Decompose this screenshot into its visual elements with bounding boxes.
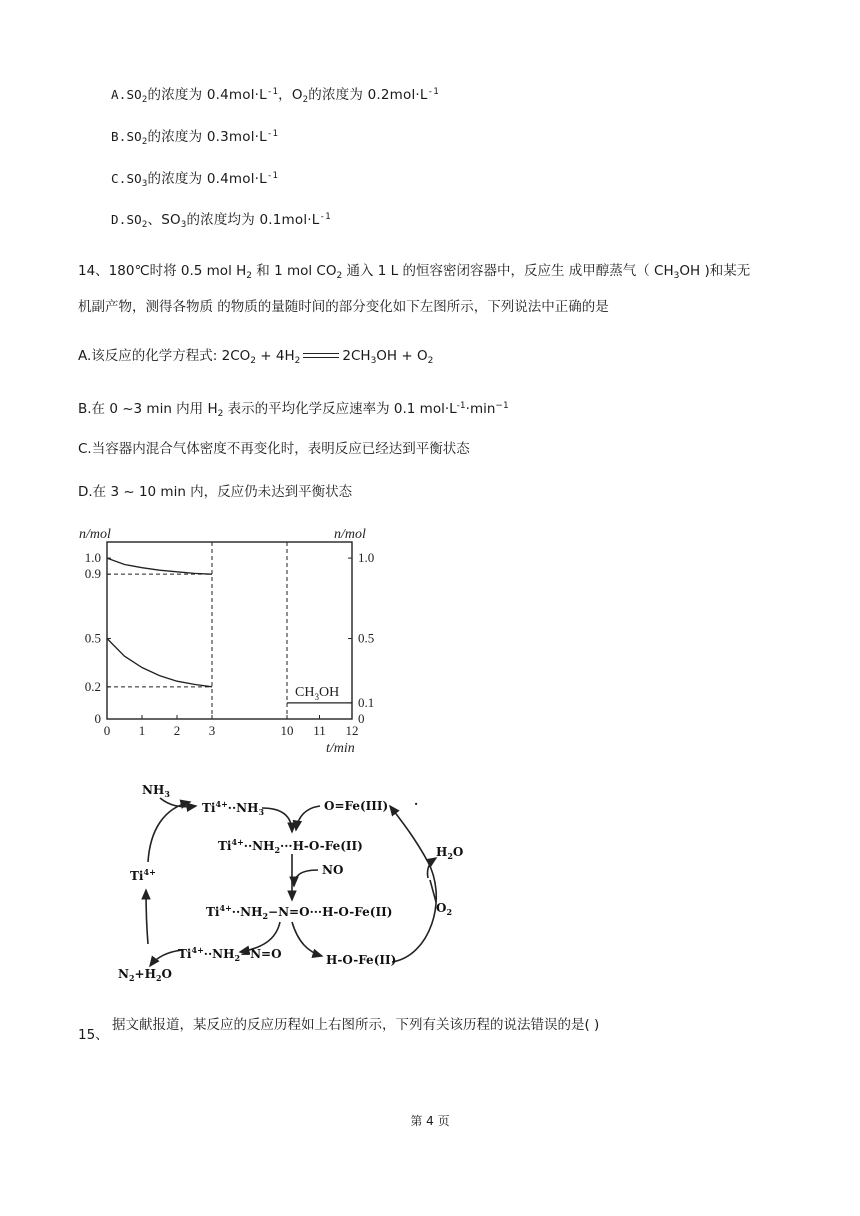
y-left-tick-label-4: 1.0 [84,550,101,566]
q13-option-a: $A.SO_2$的浓度为 $0.4mol\cdot L^{-1}$，$O_2$的浓度为 $0.2mol\cdot L^{-1}$ [111,87,439,105]
q14-stem-line2: 机副产物，测得各物质 的物质的量随时间的部分变化如下左图所示，下列说法中正确的是 [78,299,609,315]
ofe3-label: O=Fe(III) [324,799,389,813]
q14-option-a: A.该反应的化学方程式: $2CO_2 + 4H_2$ $2CH_3OH + O_2$ [78,348,434,366]
x-tick-label-2: 2 [173,723,181,738]
q15-stem: 据文献报道，某反应的反应历程如上右图所示，下列有关该历程的说法错误的是( ) [112,1017,600,1033]
no-label: NO [322,863,344,877]
arrow-h2o-out [427,858,436,878]
x-axis-label: t/min [326,741,355,756]
q15-number: 15、 [78,1027,109,1043]
nh3-label: $NH_3$ [142,783,170,799]
q13-option-b: $B.SO_2$的浓度为 $0.3mol\cdot L^{-1}$ [111,129,279,147]
arrow-top-right [262,808,292,832]
ch3oh-label: $CH_3OH$ [295,685,340,702]
q14-option-c: C.当容器内混合气体密度不再变化时，表明反应已经达到平衡状态 [78,441,470,457]
q14-option-b: B.在 0 ~3 min 内用 $H_2$ 表示的平均化学反应速率为 0.1 $mol\cdot L^{-1}\cdot\min^{-1}$ [78,401,509,419]
y-axis-label-left: n/mol [79,527,111,542]
y-right-tick-label-2: 0.5 [358,630,375,646]
ti-nh2-no-hofe-label: $Ti^{4+}\cdot\cdot NH_2-N=O\cdot\cdot\cdot H-O-Fe(II)$ [206,903,393,921]
n2h2o-label: $N_2+H_2O$ [118,967,172,983]
dot-mark: · [414,797,419,811]
y-axis-label-right: n/mol [334,527,366,542]
page-number: 第 4 页 [410,1114,450,1128]
ti-nh2-hofe-label: $Ti^{4+}\cdot\cdot NH_2\cdot\cdot\cdot H-O-Fe(II)$ [218,837,363,855]
arrow-no-in [294,870,318,886]
x-tick-label-4: 10 [280,723,294,738]
q14-option-d: D.在 3 ~ 10 min 内，反应仍未达到平衡状态 [78,484,353,500]
y-left-tick-label-1: 0.2 [84,678,101,694]
h2o-label: $H_2O$ [436,845,464,861]
hofe2-label: H-O-Fe(II) [326,953,397,967]
arrow-ti4-to-top [148,802,190,862]
y-right-tick-label-3: 1.0 [358,550,375,566]
arrow-to-hofe2 [292,922,322,956]
o2-label: $O_2$ [436,901,453,917]
y-right-tick-label-1: 0.1 [358,694,375,710]
x-tick-label-1: 1 [138,723,146,738]
x-tick-label-6: 12 [345,723,359,738]
x-tick-label-5: 11 [313,723,326,738]
arrow-right-loop [390,806,436,962]
q14-stem-line1: 14、180℃时将 0.5 mol $H_2$ 和 1 mol $CO_2$ 通入 1 L 的恒容密闭容器中，反应生 成甲醇蒸气（ $CH_3OH$ )和某无 [78,263,751,281]
arrow-ofe3-down [296,806,320,830]
ti4-label: $Ti^{4+}$ [130,867,156,883]
ti-nh2-no-label: $Ti^{4+}\cdot\cdot NH_2-N=O$ [178,945,282,963]
x-tick-label-3: 3 [208,723,216,738]
q13-option-d: $D.SO_2$、$SO_3$的浓度均为 $0.1mol\cdot L^{-1}$ [111,212,331,230]
x-tick-label-0: 0 [103,723,111,738]
y-left-tick-label-0: 0 [94,711,101,726]
ti-nh3-label: $Ti^{4+}\cdot\cdot NH_3$ [202,799,265,817]
q13-option-c: $C.SO_3$的浓度为 $0.4mol\cdot L^{-1}$ [111,171,279,189]
arrow-ti4-up [146,890,148,944]
y-right-tick-label-0: 0 [358,711,365,726]
y-left-tick-label-2: 0.5 [84,630,101,646]
y-left-tick-label-3: 0.9 [84,566,101,582]
